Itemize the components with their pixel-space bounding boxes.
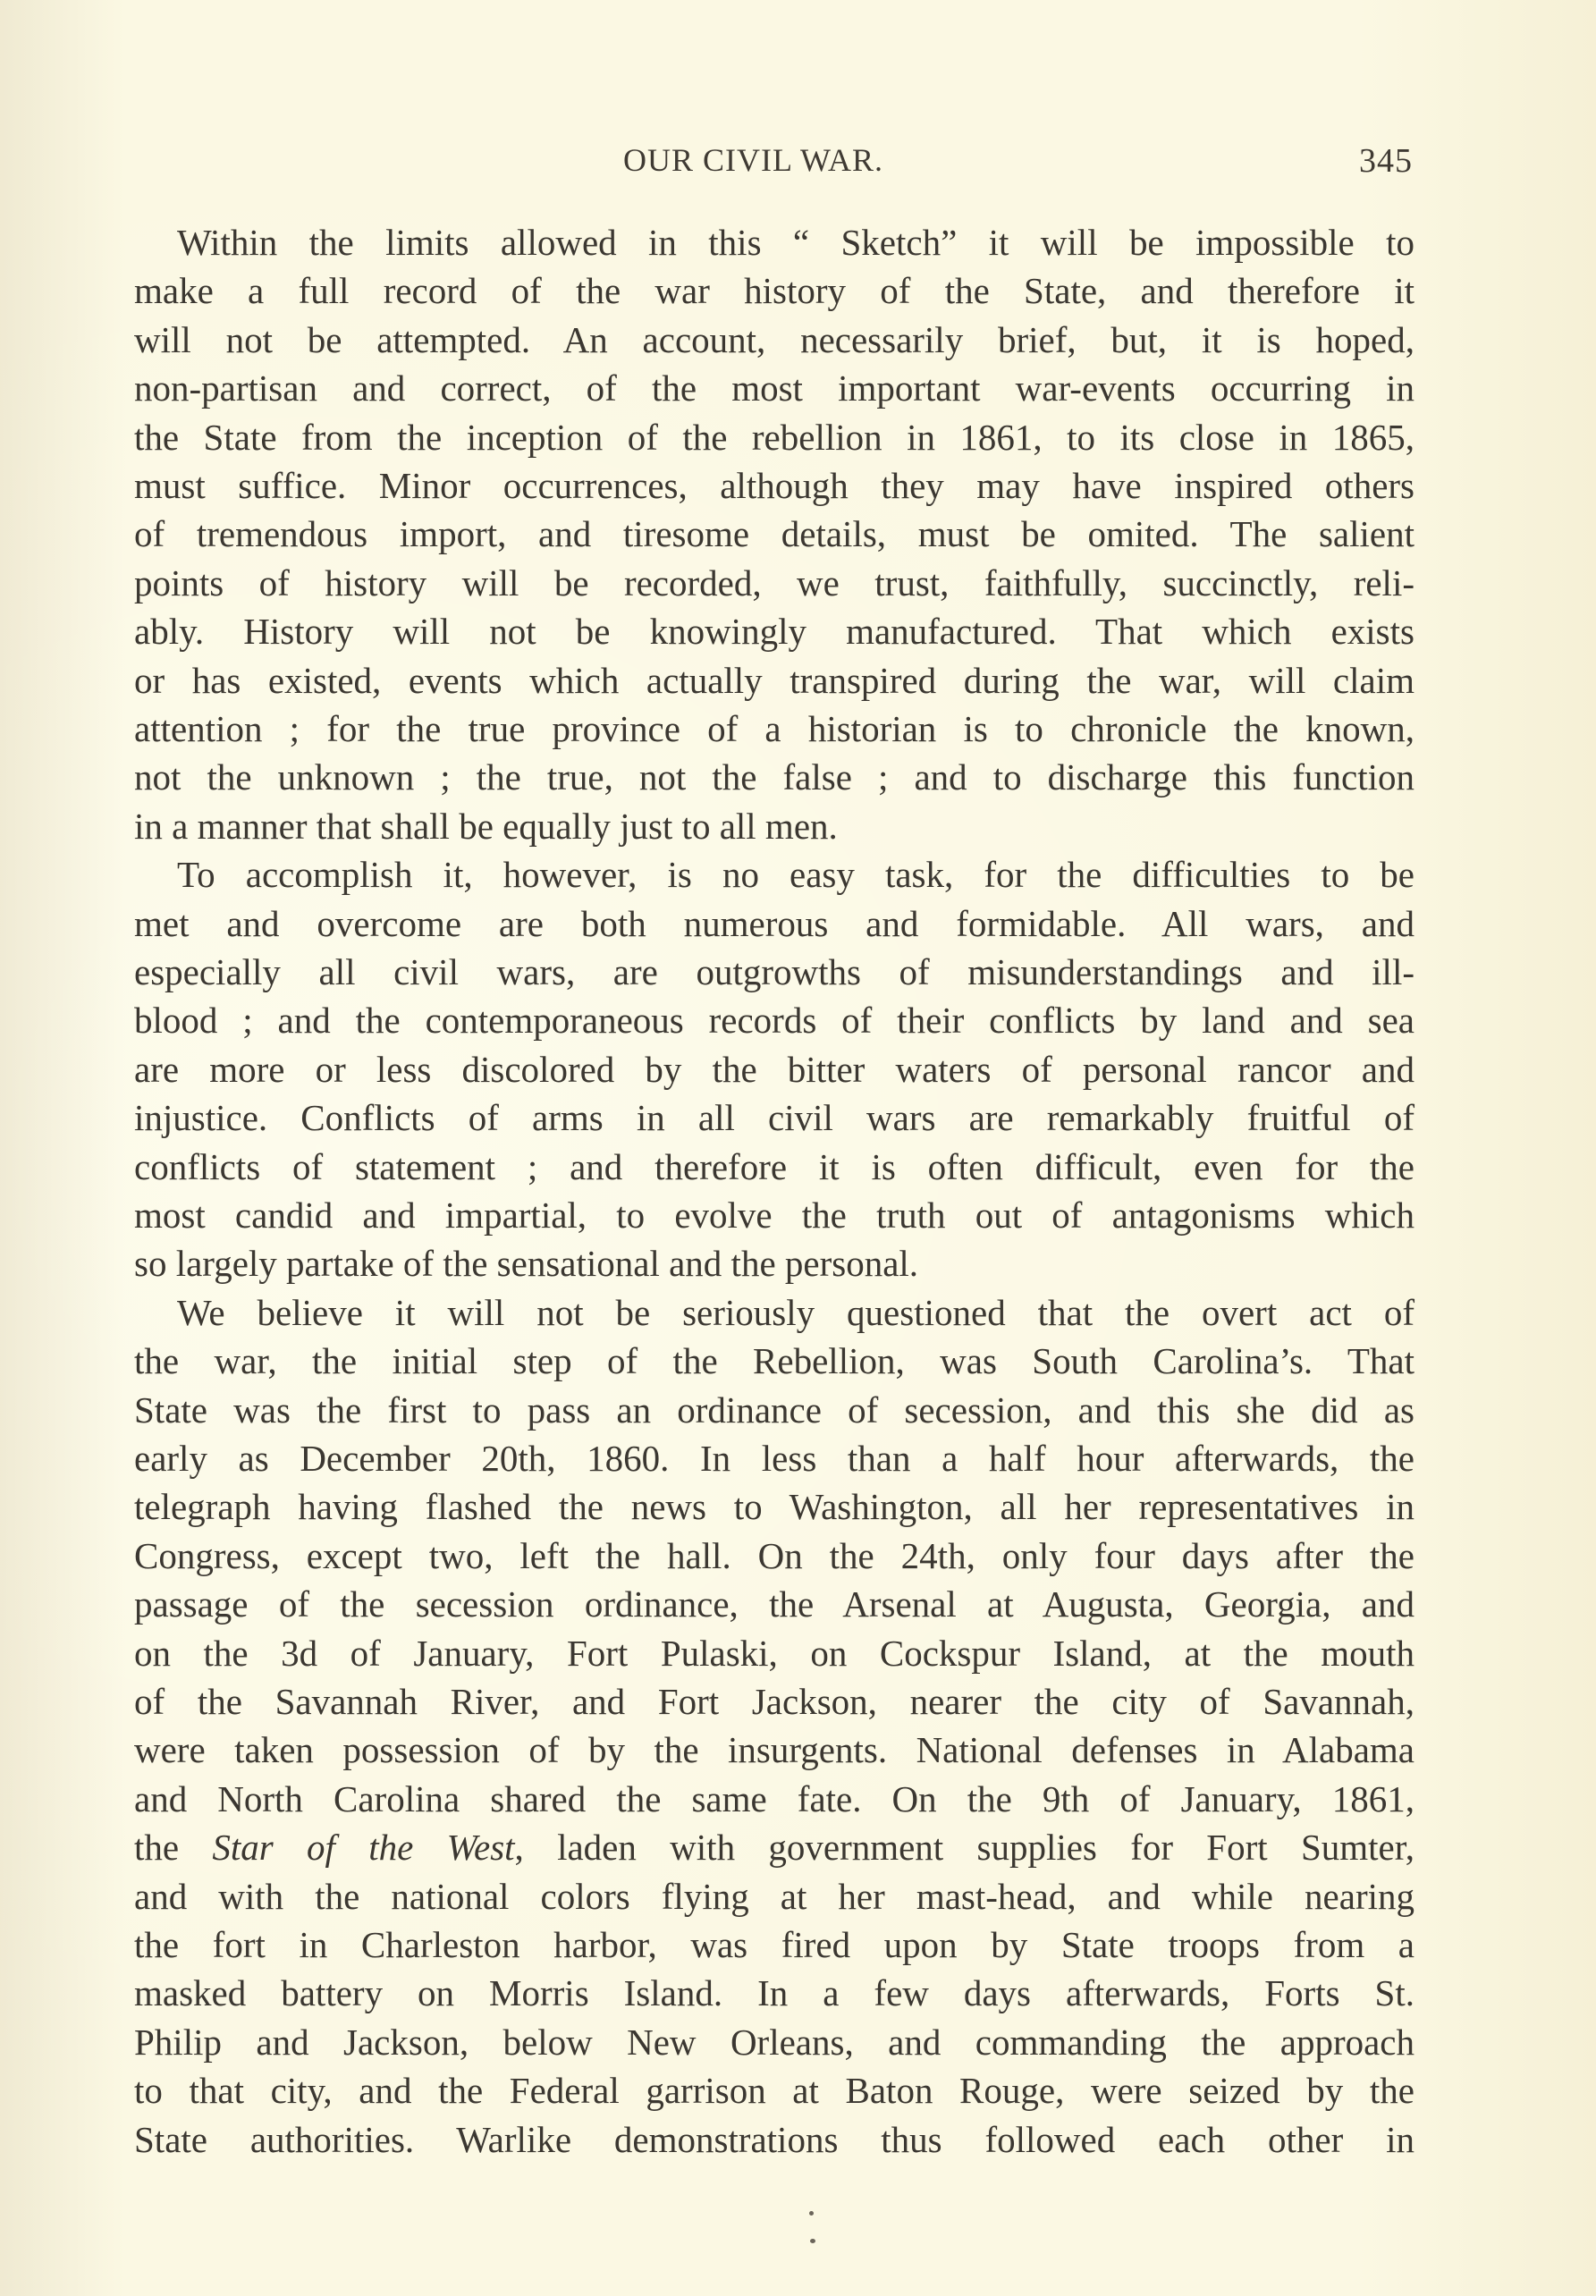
text-line: State authorities. Warlike demonstrations thus followed each other in: [134, 2119, 1414, 2160]
italic-ship-name: Star of the West: [212, 1827, 515, 1868]
running-title: OUR CIVIL WAR.: [623, 142, 883, 178]
text-segment: , laden with government supplies for Fort Sumter,: [514, 1827, 1414, 1868]
text-line: must suffice. Minor occurrences, although they may have inspired others: [134, 465, 1414, 506]
running-head: [134, 141, 1413, 181]
text-line: most candid and impartial, to evolve the truth out of antagonisms which: [134, 1194, 1414, 1236]
text-line: early as December 20th, 1860. In less than a half hour afterwards, the: [134, 1438, 1414, 1479]
text-line: and North Carolina shared the same fate. On the 9th of January, 1861,: [134, 1778, 1414, 1819]
text-line: non-partisan and correct, of the most important war-events occurring in: [134, 367, 1414, 409]
text-line: telegraph having flashed the news to Washington, all her representatives in: [134, 1486, 1414, 1527]
text-line: passage of the secession ordinance, the Arsenal at Augusta, Georgia, and: [134, 1583, 1414, 1625]
text-line: the fort in Charleston harbor, was fired upon by State troops from a: [134, 1924, 1414, 1965]
text-line: ably. History will not be knowingly manufactured. That which exists: [134, 611, 1414, 652]
text-line: of the Savannah River, and Fort Jackson, nearer the city of Savannah,: [134, 1681, 1414, 1722]
text-line: and with the national colors flying at her mast-head, and while nearing: [134, 1876, 1414, 1917]
text-line: will not be attempted. An account, necessarily brief, but, it is hoped,: [134, 319, 1414, 360]
text-line: the State from the inception of the rebellion in 1861, to its close in 1865,: [134, 417, 1414, 458]
text-line: Philip and Jackson, below New Orleans, and commanding the approach: [134, 2022, 1414, 2063]
text-line: Within the limits allowed in this “ Sketch” it will be impossible to: [177, 222, 1414, 263]
text-line: State was the first to pass an ordinance of secession, and this she did as: [134, 1389, 1414, 1431]
text-line: blood ; and the contemporaneous records of their conflicts by land and sea: [134, 1000, 1414, 1041]
text-segment: the: [134, 1827, 213, 1868]
ink-speck: [809, 2211, 814, 2216]
text-line-with-italic-title: [134, 1823, 1414, 1871]
text-line: met and overcome are both numerous and formidable. All wars, and: [134, 903, 1414, 944]
text-line: on the 3d of January, Fort Pulaski, on Cockspur Island, at the mouth: [134, 1633, 1414, 1674]
text-line: To accomplish it, however, is no easy task, for the difficulties to be: [177, 854, 1414, 895]
text-line: so largely partake of the sensational and the personal.: [134, 1243, 919, 1284]
ink-speck: [810, 2239, 815, 2243]
text-line: especially all civil wars, are outgrowths of misunderstandings and ill-: [134, 951, 1414, 992]
text-line: not the unknown ; the true, not the false ; and to discharge this function: [134, 756, 1414, 798]
text-line: were taken possession of by the insurgents. National defenses in Alabama: [134, 1729, 1414, 1770]
text-line: make a full record of the war history of the State, and therefore it: [134, 270, 1414, 311]
text-line: We believe it will not be seriously questioned that the overt act of: [177, 1292, 1414, 1333]
text-line: conflicts of statement ; and therefore it is often difficult, even for the: [134, 1146, 1414, 1187]
text-line: attention ; for the true province of a historian is to chronicle the known,: [134, 708, 1414, 749]
text-line: the war, the initial step of the Rebellion, was South Carolina’s. That: [134, 1340, 1414, 1381]
text-line: to that city, and the Federal garrison at Baton Rouge, were seized by the: [134, 2070, 1414, 2111]
text-line: injustice. Conflicts of arms in all civil wars are remarkably fruitful of: [134, 1097, 1414, 1138]
text-line: Congress, except two, left the hall. On the 24th, only four days after the: [134, 1535, 1414, 1576]
text-line: points of history will be recorded, we trust, faithfully, succinctly, reli-: [134, 562, 1414, 604]
page-number: 345: [1359, 142, 1413, 180]
text-line: masked battery on Morris Island. In a few days afterwards, Forts St.: [134, 1972, 1414, 2013]
text-line: of tremendous import, and tiresome details, must be omited. The salient: [134, 513, 1414, 554]
text-line: or has existed, events which actually transpired during the war, will claim: [134, 660, 1414, 701]
text-line: in a manner that shall be equally just to all men.: [134, 806, 838, 847]
text-line: are more or less discolored by the bitter waters of personal rancor and: [134, 1049, 1414, 1090]
